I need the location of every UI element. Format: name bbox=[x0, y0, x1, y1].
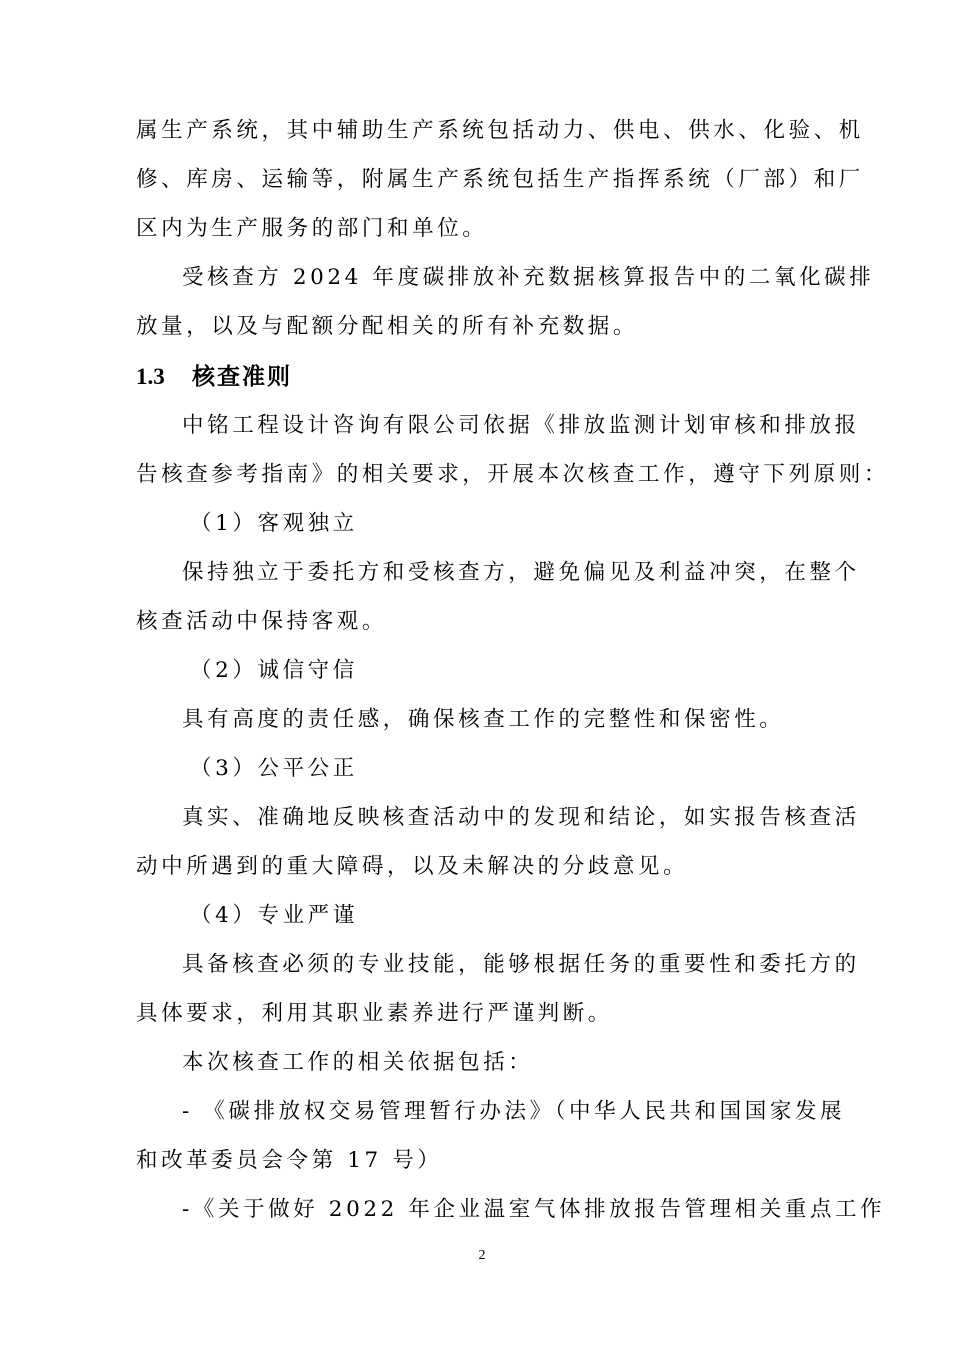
paragraph-line: 中铭工程设计咨询有限公司依据《排放监测计划审核和排放报 bbox=[182, 413, 860, 438]
paragraph-line: 核查活动中保持客观。 bbox=[136, 609, 388, 634]
section-title: 核查准则 bbox=[192, 363, 292, 390]
paragraph-line: 属生产系统，其中辅助生产系统包括动力、供电、供水、化验、机 bbox=[136, 118, 864, 143]
page-number: 2 bbox=[478, 1248, 486, 1263]
section-number: 1.3 bbox=[136, 364, 165, 389]
paragraph-line: 告核查参考指南》的相关要求，开展本次核查工作，遵守下列原则： bbox=[136, 462, 890, 487]
paragraph-line: 本次核查工作的相关依据包括： bbox=[182, 1050, 534, 1075]
paragraph-line: 修、库房、运输等，附属生产系统包括生产指挥系统（厂部）和厂 bbox=[136, 167, 864, 192]
paragraph-line: 具体要求，利用其职业素养进行严谨判断。 bbox=[136, 1001, 613, 1026]
paragraph-line: 保持独立于委托方和受核查方，避免偏见及利益冲突，在整个 bbox=[182, 560, 860, 585]
paragraph-line: 受核查方 2024 年度碳排放补充数据核算报告中的二氧化碳排 bbox=[182, 265, 875, 290]
paragraph-line: 真实、准确地反映核查活动中的发现和结论，如实报告核查活 bbox=[182, 805, 860, 830]
paragraph-line: 具有高度的责任感，确保核查工作的完整性和保密性。 bbox=[182, 707, 785, 732]
principle-heading: （4）专业严谨 bbox=[190, 903, 358, 928]
section-heading bbox=[136, 362, 292, 392]
paragraph-line: 具备核查必须的专业技能，能够根据任务的重要性和委托方的 bbox=[182, 952, 860, 977]
paragraph-line: 区内为生产服务的部门和单位。 bbox=[136, 216, 488, 241]
paragraph-line: 和改革委员会令第 17 号） bbox=[136, 1148, 443, 1173]
paragraph-line: 放量，以及与配额分配相关的所有补充数据。 bbox=[136, 314, 639, 339]
principle-heading: （1）客观独立 bbox=[190, 511, 358, 536]
basis-list-item: - 《碳排放权交易管理暂行办法》（中华人民共和国国家发展 bbox=[182, 1099, 846, 1124]
principle-heading: （3）公平公正 bbox=[190, 756, 358, 781]
paragraph-line: 动中所遇到的重大障碍，以及未解决的分歧意见。 bbox=[136, 854, 689, 879]
basis-list-item: -《关于做好 2022 年企业温室气体排放报告管理相关重点工作 bbox=[182, 1197, 886, 1222]
principle-heading: （2）诚信守信 bbox=[190, 658, 358, 683]
